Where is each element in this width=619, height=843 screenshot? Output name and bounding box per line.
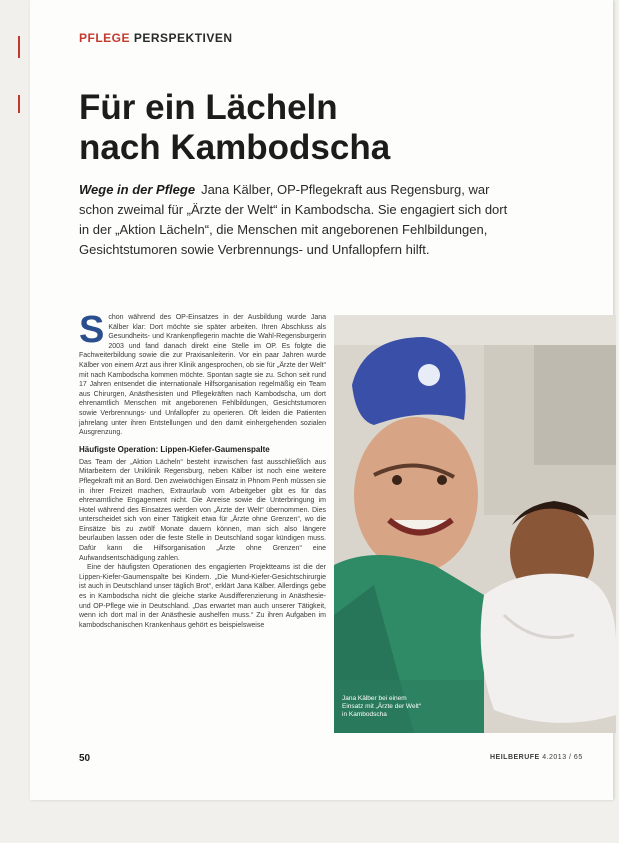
lead-label: Wege in der Pflege bbox=[79, 182, 196, 197]
article-headline bbox=[79, 88, 499, 168]
body-subhead: Häufigste Operation: Lippen-Kiefer-Gaumenspalte bbox=[79, 444, 270, 454]
section-kicker bbox=[79, 31, 233, 45]
margin-rule-mid bbox=[18, 95, 20, 113]
caption-line-2: Einsatz mit „Ärzte der Welt“ bbox=[342, 703, 421, 710]
section-kicker-label: PERSPEKTIVEN bbox=[133, 31, 233, 45]
lead-text: Jana Kälber, OP-Pflegekraft aus Regensburg, war schon zweimal für „Ärzte der Welt“ in Kambodscha. Sie engagiert sich dort in der „Aktion Lächeln“, die Menschen mit angeborenen Fehlbildungen, Gesichtstumoren sowie Verbrennungs- und Unfallopfern hilft. bbox=[79, 182, 508, 257]
photo-caption bbox=[342, 695, 462, 719]
body-paragraph-1 bbox=[79, 309, 326, 438]
article-body bbox=[79, 309, 326, 630]
magazine-name: HEILBERUFE bbox=[490, 754, 540, 761]
caption-line-3: in Kambodscha bbox=[342, 711, 387, 718]
page-number: 50 bbox=[79, 753, 91, 764]
article-photo bbox=[334, 315, 616, 733]
dropcap: S bbox=[79, 309, 105, 351]
caption-line-1: Jana Kälber bei einem bbox=[342, 695, 407, 702]
headline-line-2: nach Kambodscha bbox=[79, 128, 391, 167]
photo-illustration bbox=[334, 315, 616, 733]
margin-rule-top bbox=[18, 36, 20, 58]
article-lead bbox=[79, 180, 514, 260]
section-kicker-main: PFLEGE bbox=[79, 31, 131, 45]
magazine-issue: 4.2013 / 65 bbox=[542, 754, 583, 761]
body-paragraph-3: Eine der häufigsten Operationen des engagierten Projektteams ist die der Lippen-Kiefer-Gaumenspalte bei Kindern. „Die Mund-Kiefer-Gesichtschirurgie ist auch in Deutschland unser täglich Brot“, erklärt Jana Kälber. Allerdings gebe es in Kambodscha nicht die gleiche starke Ausdifferenzierung in Anästhesie- und OP-Pflege wie in Deutschland. „Das erwartet man auch unserer Tätigkeit, wenn ich dort mal in der Anästhesie aushelfen muss.“ Zu ihren Aufgaben im kambodschanischen Krankenhaus gehört es beispielsweise bbox=[79, 564, 326, 629]
magazine-footer bbox=[490, 754, 583, 761]
body-paragraph-2: Das Team der „Aktion Lächeln“ besteht inzwischen fast ausschließlich aus Mitarbeitern der Uniklinik Regensburg, neben Kälber ist noch eine weitere Pflegekraft mit an Bord. Den zweiwöchigen Einsatz in Phnom Penh müssen sie in ihrer Freizeit machen, Extraurlaub vom Arbeitgeber gibt es für das ehrenamtliche Engagement nicht. Die Anreise sowie die Unterbringung im Hotel während des Einsatzes werden von „Ärzte der Welt“ übernommen. Dies unterscheidet sich von einer Tätigkeit etwa für „Ärzte ohne Grenzen“, wo die Einsätze bis zu zwölf Monate dauern können, man sich also längere beurlauben lassen oder die feste Stelle in Deutschland sogar kündigen muss. Dafür kann die Hilfsorganisation „Ärzte ohne Grenzen“ eine Aufwandsentschädigung zahlen. bbox=[79, 458, 326, 562]
body-paragraph-1-text: chon während des OP-Einsatzes in der Ausbildung wurde Jana Kälber klar: Dort möchte sie später arbeiten. Ihren Abschluss als Gesundheits- und Krankenpflegerin machte die Wahl-Regensburgerin 2003 und fand danach direkt eine Stelle im OP. Es folgte die Fachweiterbildung sowie die zur Praxisanleiterin. Vor ein paar Jahren wurde Kälber von einem Arzt aus ihrer Klinik angesprochen, ob sie für „Ärzte der Welt“ mit nach Kambodscha kommen möchte. Spontan sagte sie zu. Schon seit rund 17 Jahren entsendet die internationale Hilfsorganisation regelmäßig ein Team aus Chirurgen, Anästhesisten und Pflegekräften nach Kambodscha, um dort ehrenamtlich Menschen mit angeborenen Fehlbildungen, Gesichtstumoren sowie Verbrennungs- und Unfallopfer zu operieren. Oft leiden die Patienten jahrelang unter ihren Entstellungen und den damit einhergehenden sozialen Ausgrenzung. bbox=[79, 314, 326, 437]
headline-line-1: Für ein Lächeln bbox=[79, 88, 338, 127]
